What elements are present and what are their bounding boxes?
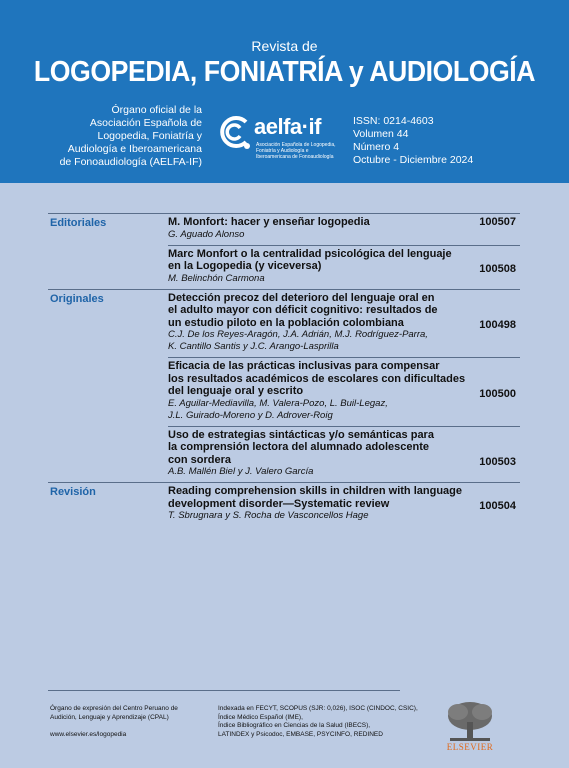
section-label: Revisión — [50, 486, 96, 498]
toc-section — [48, 214, 520, 289]
numero: Número 4 — [353, 141, 400, 153]
article-authors: T. Sbrugnara y S. Rocha de Vasconcellos Hage — [168, 510, 369, 521]
article-title: M. Monfort: hacer y enseñar logopedia — [168, 216, 370, 228]
toc-section — [48, 482, 520, 526]
issn: ISSN: 0214-4603 — [353, 115, 434, 127]
revista-label: Revista de — [251, 38, 318, 54]
section-label: Editoriales — [50, 217, 107, 229]
article-authors: A.B. Mallén Biel y J. Valero García — [168, 466, 314, 477]
article-title: Detección precoz del deterioro del lenguaje oral en el adulto mayor con déficit cognitivo: resultados de un estudio piloto en la población colombiana — [168, 291, 438, 329]
article-number: 100500 — [479, 387, 516, 400]
elsevier-wordmark: ELSEVIER — [446, 742, 494, 752]
toc-entry[interactable] — [168, 214, 520, 245]
toc-entry[interactable] — [168, 357, 520, 426]
issue-info — [353, 115, 473, 167]
article-number: 100508 — [479, 262, 516, 275]
indexing-info: Indexada en FECYT, SCOPUS (SJR: 0,026), ISOC (CINDOC, CSIC), Índice Médico Español (IME), Índice Bibliográfico en Ciencias de la Salud (IBECS), LATINDEX y Psicodoc, EMBASE, PSYCINFO, REDINED — [218, 705, 418, 738]
article-number: 100503 — [479, 456, 516, 468]
article-authors: G. Aguado Alonso — [168, 228, 245, 240]
article-authors: C.J. De los Reyes-Aragón, J.A. Adrián, M.J. Rodríguez-Parra, K. Cantillo Santis y J.C. Arango-Lasprilla — [168, 329, 428, 352]
journal-title: LOGOPEDIA, FONIATRÍA y AUDIOLOGÍA — [33, 56, 536, 88]
toc-section — [48, 289, 520, 483]
section-label: Originales — [50, 292, 104, 305]
article-authors: M. Belinchón Carmona — [168, 272, 265, 284]
aelfa-logo-icon — [216, 112, 252, 152]
article-number: 100498 — [479, 319, 516, 331]
article-number: 100507 — [479, 216, 516, 228]
footer-divider — [48, 690, 400, 691]
toc-entry[interactable] — [168, 426, 520, 483]
article-number: 100504 — [479, 500, 516, 512]
fecha: Octubre - Diciembre 2024 — [353, 154, 474, 166]
toc-entry[interactable] — [168, 483, 520, 526]
article-title: Reading comprehension skills in children with language development disorder—Systematic review — [168, 485, 462, 510]
article-authors: E. Aguilar-Mediavilla, M. Valera-Pozo, L. Buil-Legaz, J.L. Guirado-Moreno y D. Adrover-Roig — [168, 397, 388, 421]
article-title: Eficacia de las prácticas inclusivas para compensar los resultados académicos de escolares con dificultades del lenguaje oral y escrito — [168, 360, 466, 397]
toc-entry[interactable] — [168, 245, 520, 289]
article-title: Marc Monfort o la centralidad psicológica del lenguaje en la Logopedia (y viceversa) — [168, 247, 452, 272]
journal-header — [0, 0, 569, 183]
toc-entry[interactable] — [168, 290, 520, 358]
organo-oficial: Órgano oficial de la Asociación Española de Logopedia, Foniatría y Audiología e Iberoamericana de Fonoaudiología (AELFA-IF) — [59, 104, 202, 168]
logo-wordmark: aelfa·if — [254, 114, 321, 139]
volumen: Volumen 44 — [353, 128, 409, 140]
journal-url-link[interactable]: www.elsevier.es/logopedia — [50, 731, 127, 738]
article-title: Uso de estrategias sintácticas y/o semánticas para la comprensión lectora del alumnado adolescente con sordera — [168, 428, 434, 466]
aelfa-logo — [214, 110, 352, 170]
table-of-contents — [48, 213, 520, 526]
footer-organo: Órgano de expresión del Centro Peruano de Audición, Lenguaje y Aprendizaje (CPAL) — [50, 705, 178, 721]
logo-subtitle: Asociación Española de Logopedia, Foniatría y Audiología e Iberoamericana de Fonoaudiología — [256, 142, 336, 160]
